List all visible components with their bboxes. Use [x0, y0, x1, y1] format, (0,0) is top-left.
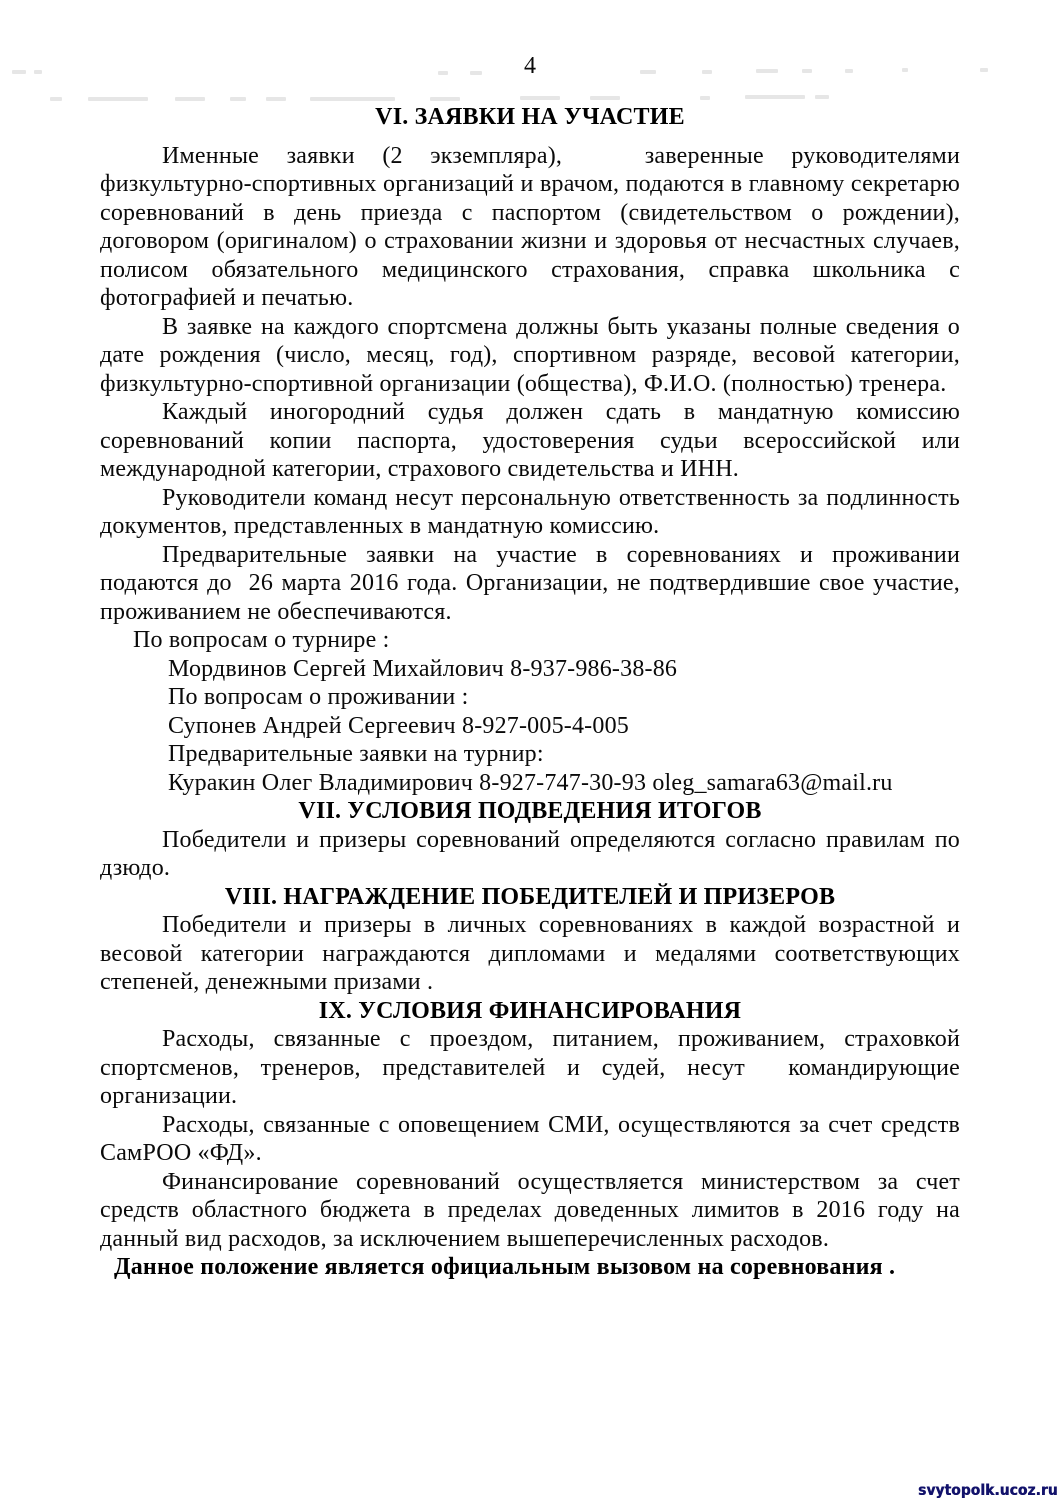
scan-artifact	[640, 70, 656, 74]
scan-artifact	[34, 70, 42, 74]
contact-line-mordvinov: Мордвинов Сергей Михайлович 8-937-986-38-86	[168, 655, 678, 682]
scan-artifact	[438, 71, 448, 75]
contact-line-suponev: Супонев Андрей Сергеевич 8-927-005-4-005	[168, 712, 629, 739]
section-ix-heading: IX. УСЛОВИЯ ФИНАНСИРОВАНИЯ	[318, 997, 742, 1024]
section-vi-paragraph-4: Руководители команд несут персональную ответственность за подлинность документов, представленных в мандатную комиссию.	[100, 484, 960, 539]
scan-artifact	[12, 70, 26, 74]
scan-artifact	[756, 69, 778, 73]
scan-artifact	[980, 68, 988, 72]
section-viii-paragraph-1: Победители и призеры в личных соревнованиях в каждой возрастной и весовой категории награждаются дипломами и медалями соответствующих степеней, денежными призами .	[100, 912, 960, 995]
section-vii-paragraph-1: Победители и призеры соревнований определяются согласно правилам по дзюдо.	[100, 826, 960, 881]
section-ix-paragraph-2: Расходы, связанные с оповещением СМИ, осуществляются за счет средств СамРОО «ФД».	[100, 1111, 960, 1166]
scan-artifact	[845, 69, 853, 73]
section-vi-paragraph-1: Именные заявки (2 экземпляра), заверенные руководителями физкультурно-спортивных организаций и врачом, подаются в главному секретарю соревнований в день приезда с паспортом (свидетельством о рождении), договором (оригиналом) о страховании жизни и здоровья от несчастных случаев, полисом обязательного медицинского страхования, справка школьника с фотографией и печатью.	[100, 142, 960, 311]
document-content	[100, 81, 960, 1282]
section-vii-heading: VII. УСЛОВИЯ ПОДВЕДЕНИЯ ИТОГОВ	[298, 798, 762, 824]
scan-artifact	[50, 97, 62, 101]
site-watermark: svytopolk.ucoz.ru	[918, 1481, 1058, 1499]
section-vi-paragraph-2: В заявке на каждого спортсмена должны быть указаны полные сведения о дате рождения (число, месяц, год), спортивном разряде, весовой категории, физкультурно-спортивной организации (общества), Ф.И.О. (полностью) тренера.	[100, 313, 960, 397]
contact-line-tournament-intro: По вопросам о турнире :	[133, 627, 390, 653]
scan-artifact	[802, 69, 812, 73]
scan-artifact	[470, 71, 482, 75]
contact-line-kurakin: Куракин Олег Владимирович 8-927-747-30-93 oleg_samara63@mail.ru	[168, 769, 893, 796]
closing-note: Данное положение является официальным вызовом на соревнования .	[114, 1254, 896, 1280]
section-viii-heading: VIII. НАГРАЖДЕНИЕ ПОБЕДИТЕЛЕЙ И ПРИЗЕРОВ	[224, 883, 836, 910]
section-ix-paragraph-1: Расходы, связанные с проездом, питанием, проживанием, страховкой спортсменов, тренеров, представителей и судей, несут командирующие организации.	[100, 1026, 960, 1109]
section-ix-paragraph-3: Финансирование соревнований осуществляется министерством за счет средств областного бюджета в пределах доведенных лимитов в 2016 году на данный вид расходов, за исключением вышеперечисленных расходов.	[100, 1168, 960, 1252]
section-vi-paragraph-3: Каждый иногородний судья должен сдать в мандатную комиссию соревнований копии паспорта, удостоверения судьи всероссийской или международной категории, страхового свидетельства и ИНН.	[100, 399, 960, 482]
contact-line-accommodation-intro: По вопросам о проживании :	[168, 684, 469, 710]
section-vi-paragraph-5: Предварительные заявки на участие в соревнованиях и проживании подаются до 26 марта 2016 года. Организации, не подтвердившие свое участие, проживанием не обеспечиваются.	[100, 541, 960, 625]
contact-line-preliminary-intro: Предварительные заявки на турнир:	[168, 741, 544, 767]
page-number: 4	[524, 53, 536, 79]
scan-artifact	[902, 68, 908, 72]
scan-artifact	[702, 70, 712, 74]
section-vi-heading: VI. ЗАЯВКИ НА УЧАСТИЕ	[375, 104, 685, 130]
